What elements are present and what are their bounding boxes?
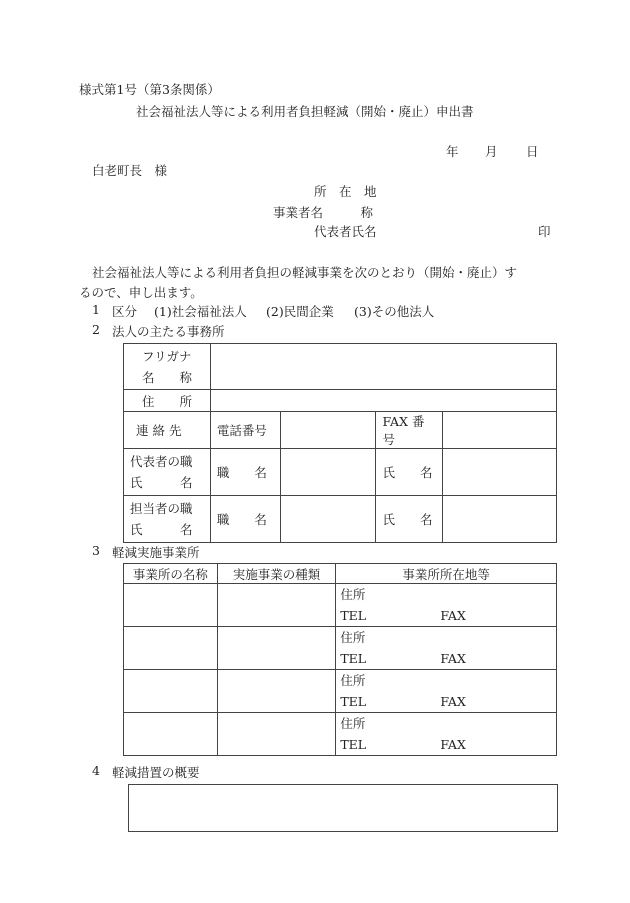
fax-label: FAX bbox=[440, 737, 466, 752]
service-type-field[interactable] bbox=[217, 627, 336, 670]
rep-label-cell bbox=[124, 449, 211, 496]
corp-address-label: 住 所 bbox=[124, 390, 211, 412]
form-number: 様式第1号（第3条関係） bbox=[79, 82, 220, 97]
header-office-name: 事業所の名称 bbox=[124, 564, 218, 584]
service-type-field[interactable] bbox=[217, 670, 336, 713]
document-title: 社会福祉法人等による利用者負担軽減（開始・廃止）申出書 bbox=[136, 104, 474, 119]
service-type-field[interactable] bbox=[217, 713, 336, 756]
section3-label: 軽減実施事業所 bbox=[112, 545, 200, 560]
address-row bbox=[124, 390, 557, 412]
tel-label: TEL bbox=[340, 608, 367, 623]
table-row bbox=[124, 713, 557, 756]
date-month: 月 bbox=[485, 144, 498, 159]
service-type-field[interactable] bbox=[217, 584, 336, 627]
tel-label: TEL bbox=[340, 737, 367, 752]
table-row bbox=[124, 584, 557, 627]
office-name-field[interactable] bbox=[124, 584, 218, 627]
body-line-2: るので、申し出ます。 bbox=[79, 285, 203, 300]
office-location-field[interactable] bbox=[336, 627, 557, 670]
addr-label: 住所 bbox=[340, 587, 366, 602]
section4-label: 軽減措置の概要 bbox=[112, 765, 200, 780]
fax-label: FAX bbox=[440, 608, 466, 623]
contact-label: 連 絡 先 bbox=[124, 412, 211, 449]
office-name-field[interactable] bbox=[124, 670, 218, 713]
fax-label: FAX 番号 bbox=[376, 412, 443, 449]
business-name-label: 事業者名 称 bbox=[273, 205, 374, 220]
rep-position-field[interactable] bbox=[280, 449, 376, 496]
name-row bbox=[124, 344, 557, 390]
office-name-field[interactable] bbox=[124, 713, 218, 756]
representative-label: 代表者氏名 bbox=[314, 224, 377, 239]
rep-person-field[interactable] bbox=[443, 449, 557, 496]
corporation-office-table bbox=[123, 343, 557, 543]
office-location-field[interactable] bbox=[336, 713, 557, 756]
tel-label: TEL bbox=[340, 651, 367, 666]
staff-name-label: 氏 名 bbox=[130, 522, 193, 537]
corp-name-label: 名 称 bbox=[142, 369, 193, 385]
staff-position-field[interactable] bbox=[280, 496, 376, 543]
addr-label: 住所 bbox=[340, 673, 366, 688]
section1-label: 区分 bbox=[112, 304, 138, 319]
addressee: 白老町長 様 bbox=[92, 163, 168, 178]
rep-person-label: 氏 名 bbox=[376, 449, 443, 496]
reduction-summary-box[interactable] bbox=[128, 784, 558, 832]
reduction-offices-table bbox=[123, 563, 557, 756]
rep-name-label: 氏 名 bbox=[130, 475, 193, 490]
fax-field[interactable] bbox=[443, 412, 557, 449]
rep-title-label: 代表者の職 bbox=[130, 454, 193, 469]
table-row bbox=[124, 627, 557, 670]
category-option-other: (3)その他法人 bbox=[354, 304, 435, 319]
representative-row bbox=[124, 449, 557, 496]
staff-label-cell bbox=[124, 496, 211, 543]
date-day: 日 bbox=[526, 144, 539, 159]
location-label: 所 在 地 bbox=[314, 184, 377, 199]
furigana-label: フリガナ bbox=[142, 348, 192, 364]
corp-name-field[interactable] bbox=[210, 344, 556, 390]
date-year: 年 bbox=[446, 144, 459, 159]
header-service-type: 実施事業の種類 bbox=[217, 564, 336, 584]
table-row bbox=[124, 670, 557, 713]
phone-field[interactable] bbox=[280, 412, 376, 449]
fax-label: FAX bbox=[440, 651, 466, 666]
addr-label: 住所 bbox=[340, 716, 366, 731]
header-office-location: 事業所所在地等 bbox=[336, 564, 557, 584]
section2-number: 2 bbox=[92, 322, 100, 337]
offices-header-row bbox=[124, 564, 557, 584]
staff-person-label: 氏 名 bbox=[376, 496, 443, 543]
rep-position-label: 職 名 bbox=[210, 449, 280, 496]
corp-address-field[interactable] bbox=[210, 390, 556, 412]
section1-number: 1 bbox=[92, 302, 100, 317]
addr-label: 住所 bbox=[340, 630, 366, 645]
section2-label: 法人の主たる事務所 bbox=[112, 324, 225, 339]
category-option-social-welfare: (1)社会福祉法人 bbox=[154, 304, 247, 319]
staff-row bbox=[124, 496, 557, 543]
seal-mark: 印 bbox=[538, 224, 551, 239]
category-option-private: (2)民間企業 bbox=[266, 304, 334, 319]
office-location-field[interactable] bbox=[336, 670, 557, 713]
staff-position-label: 職 名 bbox=[210, 496, 280, 543]
name-label-cell bbox=[124, 344, 211, 390]
phone-label: 電話番号 bbox=[210, 412, 280, 449]
body-line-1: 社会福祉法人等による利用者負担の軽減事業を次のとおり（開始・廃止）す bbox=[92, 265, 518, 280]
section3-number: 3 bbox=[92, 543, 100, 558]
staff-title-label: 担当者の職 bbox=[130, 501, 193, 516]
fax-label: FAX bbox=[440, 694, 466, 709]
office-name-field[interactable] bbox=[124, 627, 218, 670]
contact-row bbox=[124, 412, 557, 449]
office-location-field[interactable] bbox=[336, 584, 557, 627]
staff-person-field[interactable] bbox=[443, 496, 557, 543]
tel-label: TEL bbox=[340, 694, 367, 709]
section4-number: 4 bbox=[92, 763, 100, 778]
